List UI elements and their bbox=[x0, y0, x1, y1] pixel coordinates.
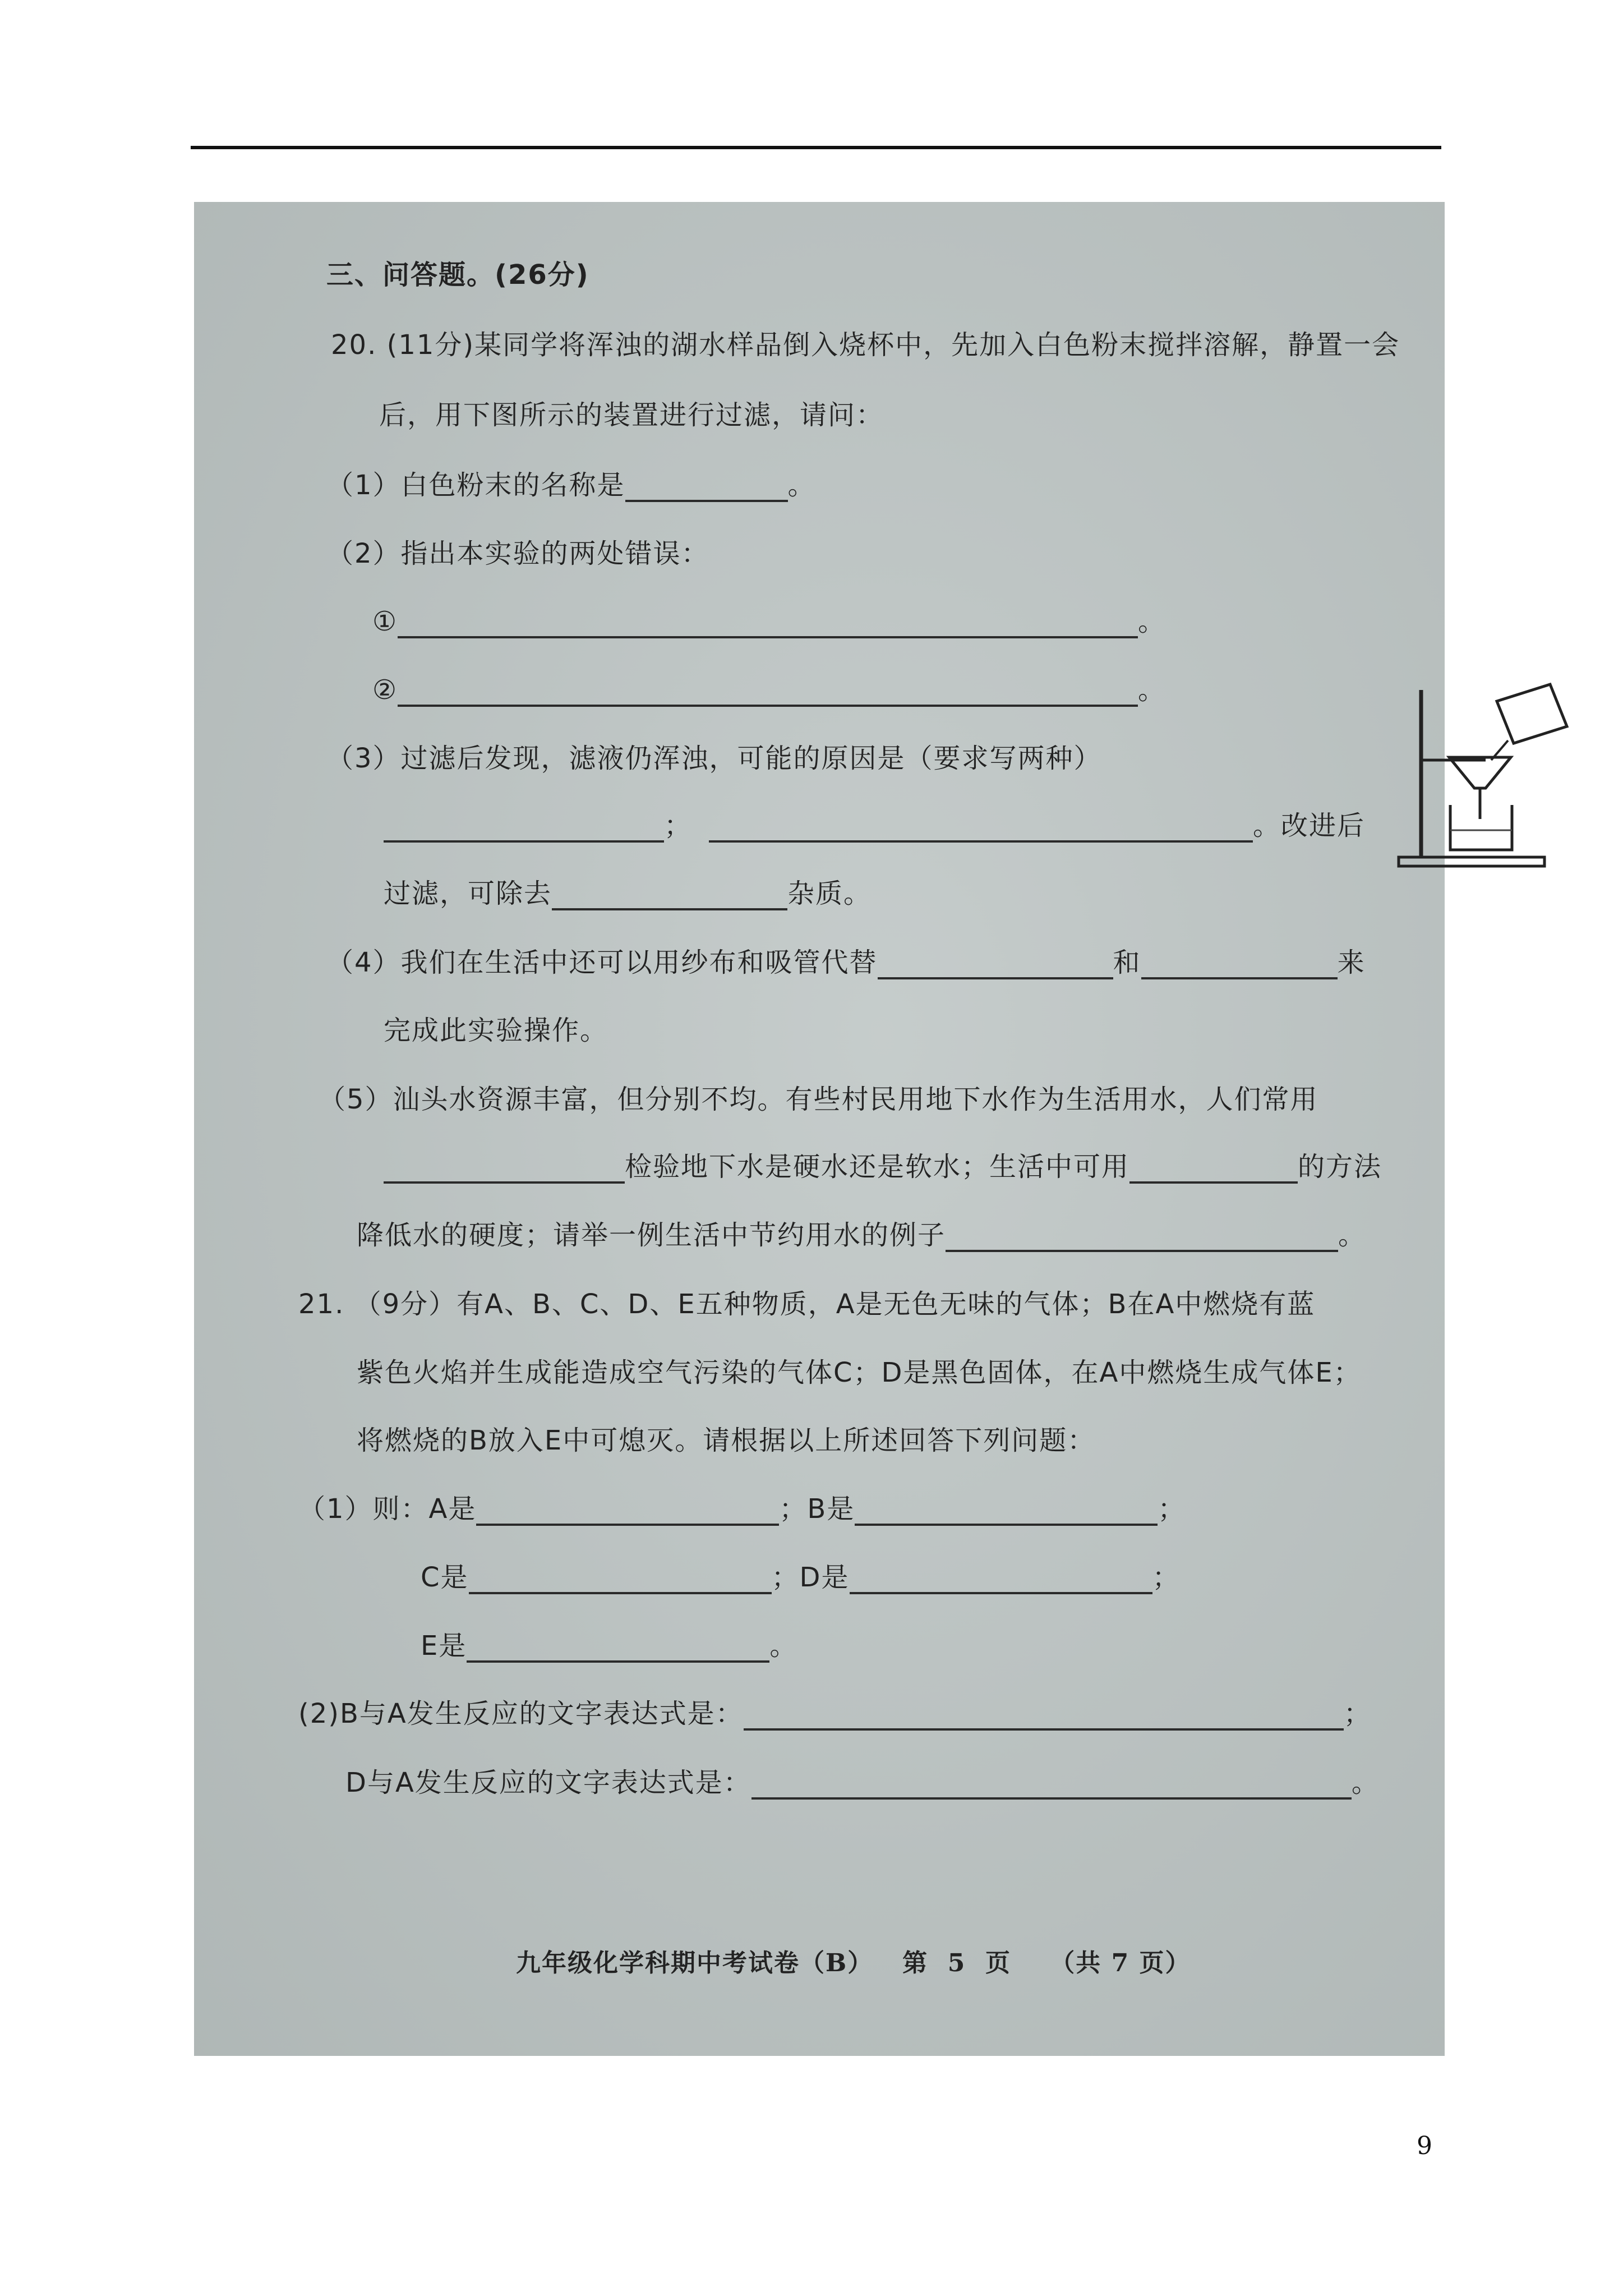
q20-part3-impurity bbox=[384, 877, 872, 910]
q21-d-label: ；D是 bbox=[771, 1562, 850, 1593]
q21-part2a-semicolon: ； bbox=[1343, 1698, 1372, 1729]
q21-part2-line1 bbox=[298, 1697, 1372, 1731]
q20-part1 bbox=[326, 468, 816, 502]
q20-part3-reasons bbox=[384, 809, 1365, 843]
q20-part5-mid: 检验地下水是硬水还是软水；生活中可用 bbox=[625, 1151, 1130, 1182]
q20-reason1-blank[interactable] bbox=[384, 813, 664, 843]
section-title: 三、问答题。(26分) bbox=[326, 259, 589, 291]
q20-part4-blank2[interactable] bbox=[1141, 950, 1338, 979]
filtration-apparatus-diagram bbox=[1387, 679, 1601, 881]
q21-c-blank[interactable] bbox=[469, 1565, 772, 1594]
page-number: 9 bbox=[1417, 2132, 1432, 2160]
q20-part5-period: 。 bbox=[1338, 1220, 1367, 1251]
q21-b-blank[interactable] bbox=[855, 1497, 1158, 1526]
q21-d-blank[interactable] bbox=[850, 1565, 1152, 1594]
q21-row3-period: 。 bbox=[769, 1630, 798, 1662]
scanned-exam-page bbox=[194, 202, 1445, 2056]
q20-part4-blank1[interactable] bbox=[878, 950, 1113, 979]
q21-part2b-period: 。 bbox=[1351, 1767, 1380, 1798]
q20-part4-line2: 完成此实验操作。 bbox=[384, 1015, 608, 1046]
q20-part5-blank3[interactable] bbox=[946, 1223, 1338, 1252]
q20-part1-period: 。 bbox=[787, 470, 816, 501]
q20-part5-blank2[interactable] bbox=[1129, 1154, 1298, 1184]
q20-intro-line2: 后，用下图所示的装置进行过滤，请问： bbox=[379, 399, 884, 431]
q20-error1 bbox=[372, 605, 1166, 638]
q20-part4-label: （4）我们在生活中还可以用纱布和吸管代替 bbox=[326, 947, 878, 978]
q21-e-blank[interactable] bbox=[467, 1634, 769, 1663]
q20-error1-blank[interactable] bbox=[398, 609, 1138, 638]
q21-part2b-blank[interactable] bbox=[751, 1770, 1352, 1800]
q20-part1-label: （1）白色粉末的名称是 bbox=[326, 470, 625, 501]
q20-part2: （2）指出本实验的两处错误： bbox=[326, 538, 709, 569]
q21-row2-semicolon: ； bbox=[1152, 1562, 1181, 1593]
q21-part1-row2 bbox=[421, 1561, 1181, 1594]
q20-part3-impurity-suffix: 杂质。 bbox=[787, 878, 872, 909]
q21-part1-row1 bbox=[298, 1492, 1186, 1526]
q21-e-label: E是 bbox=[421, 1630, 467, 1662]
q21-intro-line1: 21. （9分）有A、B、C、D、E五种物质，A是无色无味的气体；B在A中燃烧有蓝 bbox=[298, 1289, 1316, 1320]
q20-part5-line3 bbox=[357, 1218, 1366, 1252]
q21-intro-line3: 将燃烧的B放入E中可熄灭。请根据以上所述回答下列问题： bbox=[357, 1425, 1096, 1456]
q20-error2-period: 。 bbox=[1138, 674, 1166, 706]
q20-part4 bbox=[326, 946, 1366, 979]
q21-part2-line2 bbox=[345, 1766, 1380, 1800]
exam-footer: 九年级化学科期中考试卷（B） 第 5 页 （共 7 页） bbox=[516, 1949, 1191, 1977]
header-rule bbox=[191, 146, 1441, 149]
q21-a-label: （1）则：A是 bbox=[298, 1493, 477, 1525]
q20-part4-suffix: 来 bbox=[1337, 947, 1366, 978]
q21-part2b-label: D与A发生反应的文字表达式是： bbox=[345, 1767, 751, 1798]
q20-part5-method: 的方法 bbox=[1298, 1151, 1382, 1182]
q20-part3: （3）过滤后发现，滤液仍浑浊，可能的原因是（要求写两种） bbox=[326, 743, 1102, 774]
q21-a-blank[interactable] bbox=[476, 1497, 779, 1526]
q20-part3-after-improve: 。改进后 bbox=[1253, 810, 1366, 841]
q20-intro-line1: 20. (11分)某同学将浑浊的湖水样品倒入烧杯中，先加入白色粉末搅拌溶解，静置一会 bbox=[331, 329, 1400, 361]
q20-part4-and: 和 bbox=[1113, 947, 1141, 978]
q20-part5: （5）汕头水资源丰富，但分别不均。有些村民用地下水作为生活用水，人们常用 bbox=[319, 1084, 1318, 1115]
q21-intro-line2: 紫色火焰并生成能造成空气污染的气体C；D是黑色固体，在A中燃烧生成气体E； bbox=[357, 1357, 1362, 1388]
q20-part3-semicolon: ； bbox=[664, 810, 693, 841]
q20-impurity-blank[interactable] bbox=[552, 881, 787, 910]
q20-error2 bbox=[372, 673, 1166, 707]
q21-c-label: C是 bbox=[421, 1562, 469, 1593]
q21-row1-semicolon: ； bbox=[1158, 1493, 1186, 1525]
q20-part5-example-label: 降低水的硬度；请举一例生活中节约用水的例子 bbox=[357, 1220, 946, 1251]
q20-part1-blank[interactable] bbox=[625, 473, 788, 502]
q21-b-label: ；B是 bbox=[779, 1493, 855, 1525]
q20-error2-marker: ② bbox=[372, 674, 398, 706]
q20-part3-impurity-label: 过滤，可除去 bbox=[384, 878, 552, 909]
q20-error2-blank[interactable] bbox=[398, 678, 1138, 707]
q20-error1-marker: ① bbox=[372, 606, 398, 637]
q20-error1-period: 。 bbox=[1138, 606, 1166, 637]
q20-part5-blank1[interactable] bbox=[384, 1154, 625, 1184]
q20-part5-line2 bbox=[384, 1150, 1382, 1184]
q21-part2a-blank[interactable] bbox=[744, 1701, 1344, 1731]
q20-reason2-blank[interactable] bbox=[709, 813, 1253, 843]
q21-part2a-label: (2)B与A发生反应的文字表达式是： bbox=[298, 1698, 744, 1729]
q21-part1-row3 bbox=[421, 1629, 797, 1663]
